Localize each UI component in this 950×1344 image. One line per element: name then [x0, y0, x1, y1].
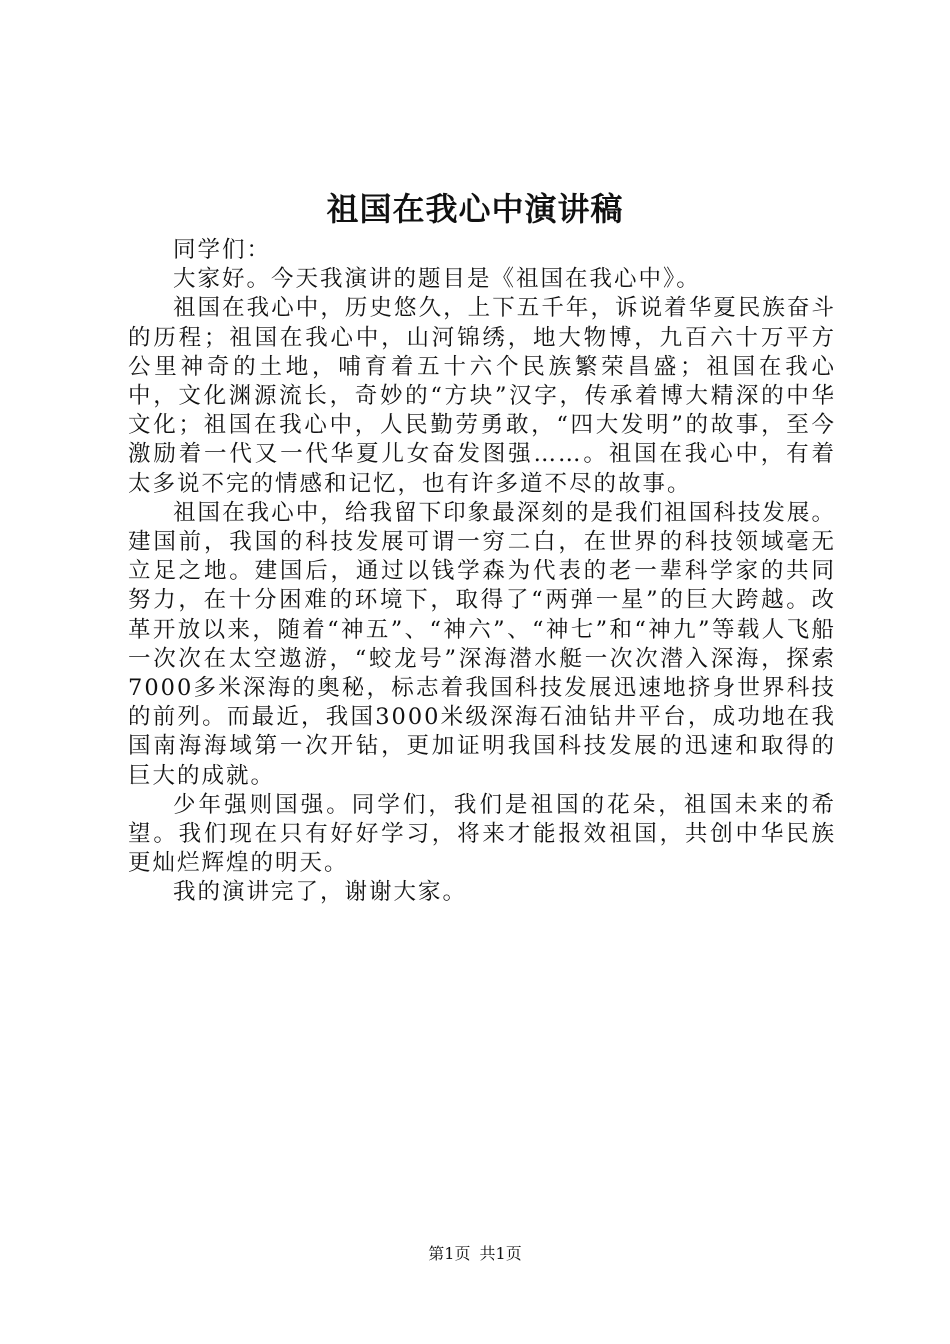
intro-paragraph: 大家好。今天我演讲的题目是《祖国在我心中》。	[173, 266, 701, 293]
document-title: 祖国在我心中演讲稿	[326, 190, 624, 228]
youth-paragraph: 少年强则国强。同学们，我们是祖国的花朵，祖国未来的希望。我们现在只有好好学习，将来才能报效祖国，共创中华民族更灿烂辉煌的明天。	[128, 791, 836, 877]
page-total: 共1页	[479, 1244, 522, 1263]
greeting-paragraph: 同学们：	[173, 237, 272, 263]
closing-paragraph: 我的演讲完了，谢谢大家。	[173, 879, 468, 906]
document-body	[128, 236, 836, 908]
page-footer	[0, 1242, 950, 1266]
history-paragraph: 祖国在我心中，历史悠久，上下五千年，诉说着华夏民族奋斗的历程；祖国在我心中，山河锦绣，地大物博，九百六十万平方公里神奇的土地，哺育着五十六个民族繁荣昌盛；祖国在我心中，文化渊源流长，奇妙的“方块”汉字，传承着博大精深的中华文化；祖国在我心中，人民勤劳勇敢，“四大发明”的故事，至今激励着一代又一代华夏儿女奋发图强……。祖国在我心中，有着太多说不完的情感和记忆，也有许多道不尽的故事。	[128, 295, 836, 497]
technology-paragraph: 祖国在我心中，给我留下印象最深刻的是我们祖国科技发展。建国前，我国的科技发展可谓一穷二白，在世界的科技领域毫无立足之地。建国后，通过以钱学森为代表的老一辈科学家的共同努力，在十分困难的环境下，取得了“两弹一星”的巨大跨越。改革开放以来，随着“神五”、“神六”、“神七”和“神九”等载人飞船一次次在太空遨游，“蛟龙号”深海潜水艇一次次潜入深海，探索7000多米深海的奥秘，标志着我国科技发展迅速地挤身世界科技的前列。而最近，我国3000米级深海石油钻井平台，成功地在我国南海海域第一次开钻，更加证明我国科技发展的迅速和取得的巨大的成就。	[128, 499, 836, 789]
page-number: 第1页	[428, 1244, 471, 1263]
